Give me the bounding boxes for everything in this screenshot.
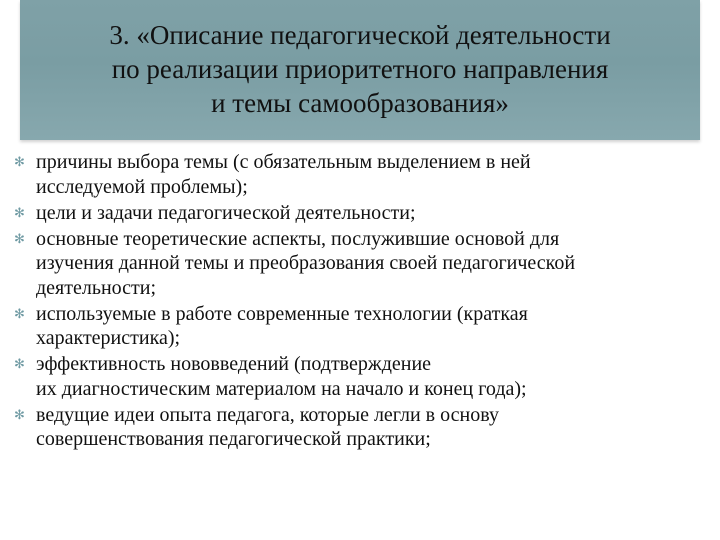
- list-item-text: [36, 352, 704, 401]
- title-line: 3. «Описание педагогической деятельности: [109, 20, 611, 50]
- bullet-list: [14, 150, 704, 453]
- slide-title: [20, 18, 700, 120]
- list-item: [14, 403, 704, 452]
- list-item-line: характеристика);: [36, 327, 181, 349]
- list-item-line: изучения данной темы и преобразования своей педагогической: [36, 252, 576, 274]
- list-item-line: исследуемой проблемы);: [36, 175, 248, 198]
- list-item-line: деятельности;: [36, 276, 157, 299]
- list-item-line: используемые в работе современные технологии (краткая: [36, 302, 528, 325]
- list-item-line: причины выбора темы (с обязательным выделением в ней: [36, 151, 531, 173]
- list-item: [14, 227, 704, 301]
- list-item: [14, 150, 704, 199]
- snowflake-bullet-icon: ✻: [14, 231, 25, 247]
- snowflake-bullet-icon: ✻: [14, 155, 25, 170]
- title-line: и темы самообразования»: [211, 88, 509, 118]
- title-banner: [20, 0, 700, 140]
- list-item-text: [36, 403, 704, 452]
- list-item-line: ведущие идеи опыта педагога, которые легли в основу: [36, 403, 499, 426]
- snowflake-bullet-icon: ✻: [14, 205, 25, 221]
- snowflake-bullet-icon: ✻: [14, 357, 25, 372]
- list-item: [14, 201, 704, 226]
- list-item-line: цели и задачи педагогической деятельности;: [36, 201, 416, 224]
- list-item-text: [36, 227, 704, 301]
- list-item-text: [36, 150, 704, 199]
- list-item-line: совершенствования педагогической практики;: [36, 428, 431, 450]
- list-item-line: основные теоретические аспекты, послужившие основой для: [36, 227, 560, 250]
- list-item-line: их диагностическим материалом на начало и конец года);: [36, 377, 527, 400]
- snowflake-bullet-icon: ✻: [14, 306, 25, 322]
- list-item: [14, 352, 704, 401]
- title-line: по реализации приоритетного направления: [111, 54, 609, 84]
- list-item: [14, 302, 704, 351]
- list-item-line: эффективность нововведений (подтверждение: [36, 353, 432, 375]
- snowflake-bullet-icon: ✻: [14, 407, 25, 423]
- list-item-text: [36, 302, 704, 351]
- list-item-text: [36, 201, 704, 226]
